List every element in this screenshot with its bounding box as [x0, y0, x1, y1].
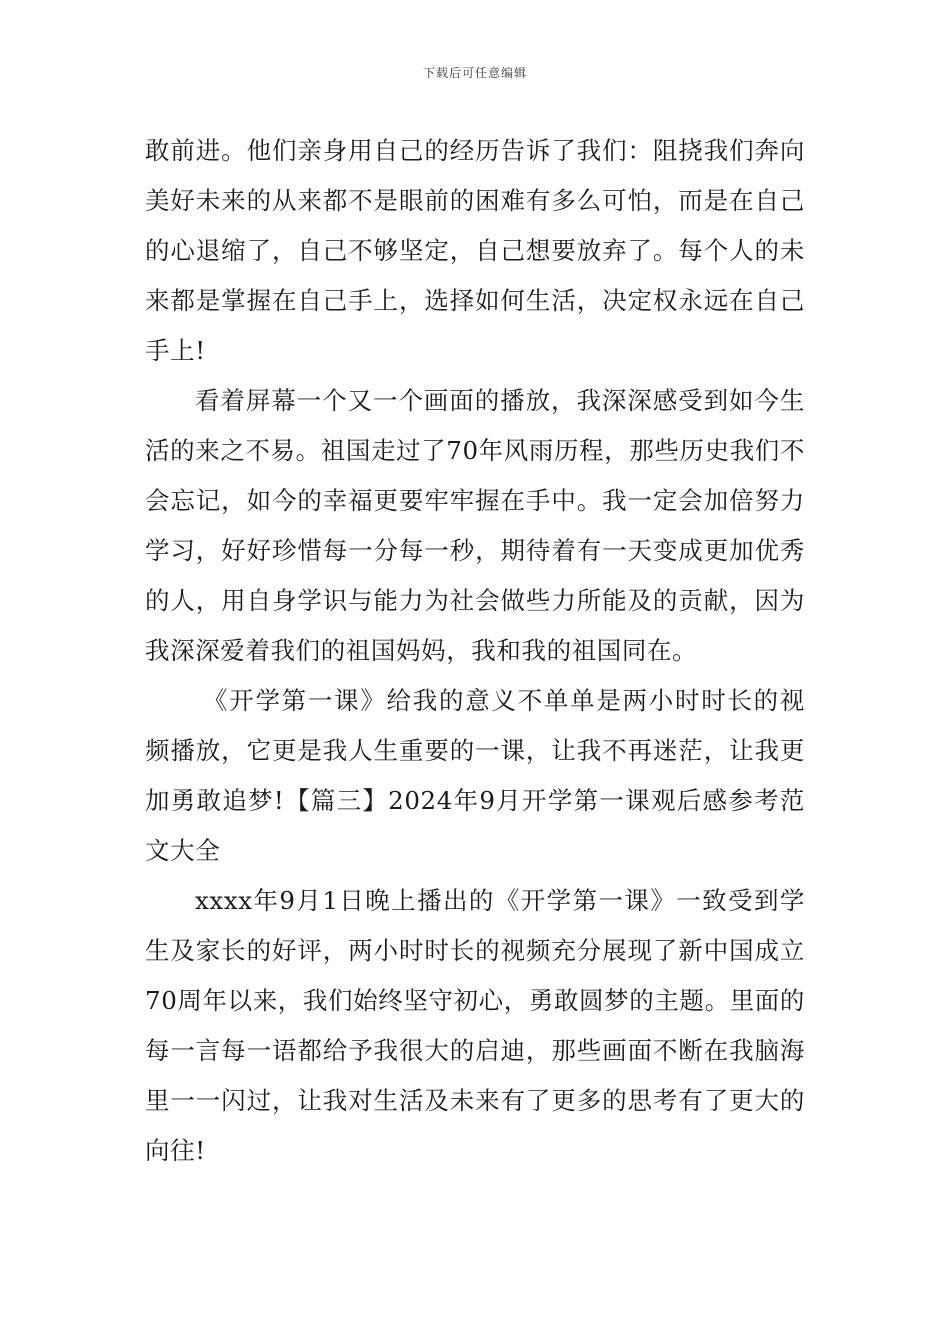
paragraph-1: 敢前进。他们亲身用自己的经历告诉了我们：阻挠我们奔向美好未来的从来都不是眼前的困难有多么可怕，而是在自己的心退缩了，自己不够坚定，自己想要放弃了。每个人的未来都是掌握在自己手上，选择如何生活，决定权永远在自己手上!	[145, 136, 805, 365]
document-body	[145, 126, 805, 1176]
paragraph-3: 《开学第一课》给我的意义不单单是两小时时长的视频播放，它更是我人生重要的一课，让我不再迷茫，让我更加勇敢追梦!【篇三】2024年9月开学第一课观后感参考范文大全	[145, 686, 805, 865]
page-header: 下载后可任意编辑	[422, 66, 527, 80]
paragraph-4: xxxx年9月1日晚上播出的《开学第一课》一致受到学生及家长的好评，两小时时长的视频充分展现了新中国成立70周年以来，我们始终坚守初心，勇敢圆梦的主题。里面的每一言每一语都给予我很大的启迪，那些画面不断在我脑海里一一闪过，让我对生活及未来有了更多的思考有了更大的向往!	[145, 886, 805, 1165]
paragraph-2: 看着屏幕一个又一个画面的播放，我深深感受到如今生活的来之不易。祖国走过了70年风雨历程，那些历史我们不会忘记，如今的幸福更要牢牢握在手中。我一定会加倍努力学习，好好珍惜每一分每一秒，期待着有一天变成更加优秀的人，用自身学识与能力为社会做些力所能及的贡献，因为我深深爱着我们的祖国妈妈，我和我的祖国同在。	[145, 386, 805, 665]
